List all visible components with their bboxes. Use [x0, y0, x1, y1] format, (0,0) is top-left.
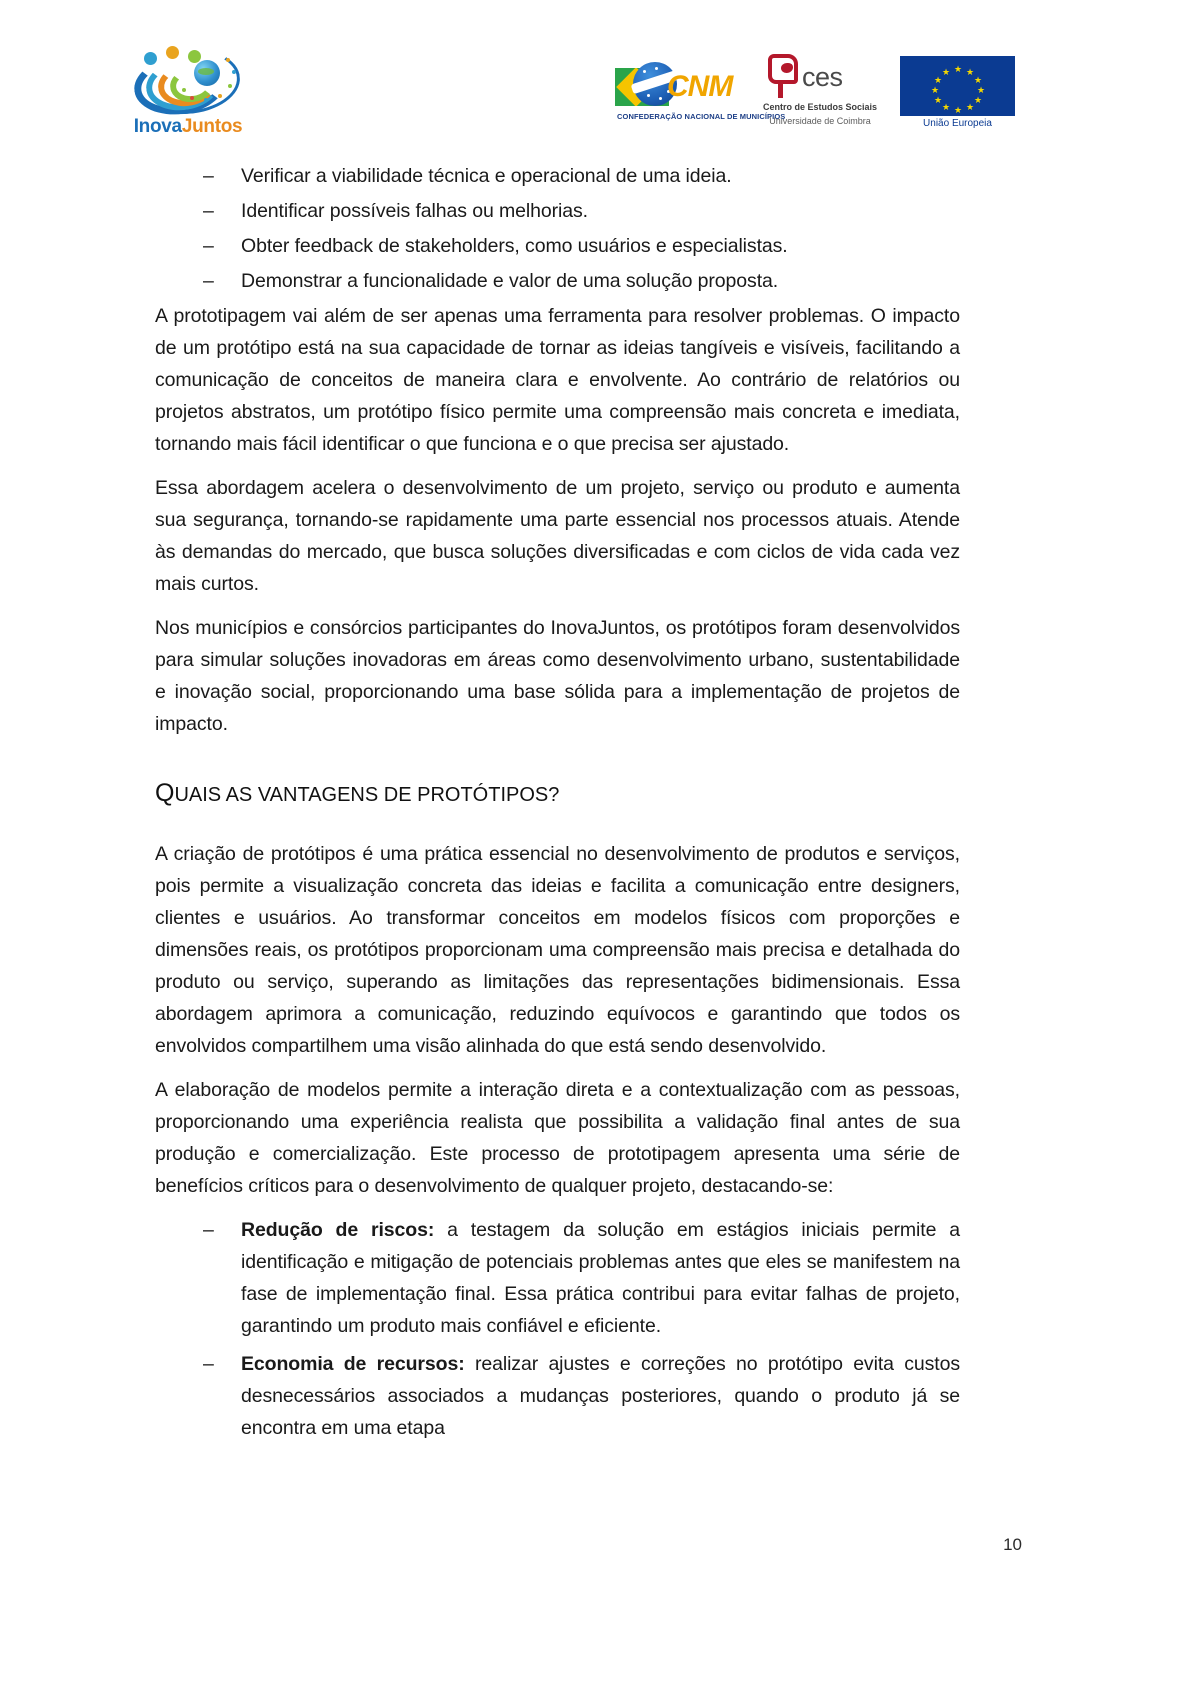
- european-union-logo: [900, 56, 1020, 138]
- paragraph-2: Essa abordagem acelera o desenvolvimento de um projeto, serviço ou produto e aumenta sua segurança, tornando-se rapidamente uma parte essencial nos processos atuais. Atende às demandas do mercado, que busca soluções diversificadas e com ciclos de vida cada vez mais curtos.: [155, 477, 960, 595]
- section-heading-rest: UAIS AS VANTAGENS DE PROTÓTIPOS?: [174, 784, 560, 806]
- european-union-caption: União Europeia: [923, 118, 992, 129]
- paragraph-4: A criação de protótipos é uma prática essencial no desenvolvimento de produtos e serviços, pois permite a visualização concreta das ideias e facilita a comunicação entre designers, clientes e usuários. Ao transformar conceitos em modelos físicos com proporções e dimensões reais, os protótipos proporcionam uma compreensão mais precisa e detalhada do produto ou serviço, superando as limitações das representações bidimensionais. Essa abordagem aprimora a comunicação, reduzindo equívocos e garantindo que todos os envolvidos compartilhem uma visão alinhada do que está sendo desenvolvido.: [155, 843, 960, 1057]
- dash-marker: –: [203, 165, 214, 187]
- benefits-list: [155, 1214, 960, 1444]
- list-item: [155, 160, 960, 192]
- document-content: [155, 160, 960, 1450]
- ces-mark-icon: [768, 54, 802, 98]
- section-heading-initial: Q: [155, 779, 175, 807]
- cnm-acronym: CNM: [667, 70, 733, 103]
- paragraph-1: A prototipagem vai além de ser apenas uma ferramenta para resolver problemas. O impacto de um protótipo está na sua capacidade de tornar as ideias tangíveis e visíveis, facilitando a comunicação de conceitos de maneira clara e envolvente. Ao contrário de relatórios ou projetos abstratos, um protótipo físico permite uma compreensão mais concreta e imediata, tornando mais fácil identificar o que funciona e o que precisa ser ajustado.: [155, 305, 960, 455]
- list-item-lead: Economia de recursos:: [241, 1353, 465, 1375]
- cnm-logo: [615, 56, 786, 138]
- inovajuntos-wordmark: [128, 116, 248, 138]
- ces-logo: [760, 54, 880, 140]
- dash-marker: –: [203, 200, 214, 222]
- list-item-text: Demonstrar a funcionalidade e valor de uma solução proposta.: [241, 270, 779, 292]
- inovajuntos-logo-icon: [132, 40, 244, 114]
- list-item: [155, 1214, 960, 1342]
- list-item-text: Identificar possíveis falhas ou melhorias.: [241, 200, 588, 222]
- ces-line2: Universidade de Coimbra: [769, 116, 871, 126]
- inovajuntos-wordmark-inova: Inova: [133, 116, 182, 137]
- ces-acronym: ces: [802, 62, 843, 92]
- dash-marker: –: [203, 1353, 214, 1375]
- list-item-text: realizar ajustes e correções no protótipo evita custos desnecessários associados a mudanças posteriores, quando o produto já se encontra em uma etapa: [241, 1353, 960, 1439]
- ces-line1: Centro de Estudos Sociais: [762, 102, 878, 112]
- list-item: [155, 1348, 960, 1444]
- list-item-text: a testagem da solução em estágios iniciais permite a identificação e mitigação de potenciais problemas antes que eles se manifestem na fase de implementação final. Essa prática contribui para evitar falhas de projeto, garantindo um produto mais confiável e eficiente.: [241, 1219, 960, 1337]
- list-item: [155, 195, 960, 227]
- dash-marker: –: [203, 270, 214, 292]
- inovajuntos-wordmark-juntos: Juntos: [181, 116, 243, 137]
- list-item-text: Obter feedback de stakeholders, como usuários e especialistas.: [241, 235, 788, 257]
- page-number: 10: [1003, 1535, 1022, 1554]
- dash-marker: –: [203, 1219, 214, 1241]
- page-header: [0, 34, 1190, 144]
- list-item-text: Verificar a viabilidade técnica e operacional de uma ideia.: [241, 165, 732, 187]
- section-heading: [155, 776, 960, 812]
- objectives-list: [155, 160, 960, 297]
- dash-marker: –: [203, 235, 214, 257]
- inovajuntos-logo: [128, 40, 248, 144]
- european-union-flag-icon: ★ ★ ★ ★ ★ ★ ★ ★ ★ ★ ★ ★: [900, 56, 1015, 116]
- list-item: [155, 265, 960, 297]
- paragraph-5: A elaboração de modelos permite a interação direta e a contextualização com as pessoas, proporcionando uma experiência realista que possibilita a validação final antes de sua produção e comercialização. Este processo de prototipagem apresenta uma série de benefícios críticos para o desenvolvimento de qualquer projeto, destacando-se:: [155, 1079, 960, 1197]
- list-item: [155, 230, 960, 262]
- cnm-subtitle: CONFEDERAÇÃO NACIONAL DE MUNICÍPIOS: [617, 112, 786, 121]
- paragraph-3: Nos municípios e consórcios participantes do InovaJuntos, os protótipos foram desenvolvidos para simular soluções inovadoras em áreas como desenvolvimento urbano, sustentabilidade e inovação social, proporcionando uma base sólida para a implementação de projetos de impacto.: [155, 617, 960, 735]
- list-item-lead: Redução de riscos:: [241, 1219, 435, 1241]
